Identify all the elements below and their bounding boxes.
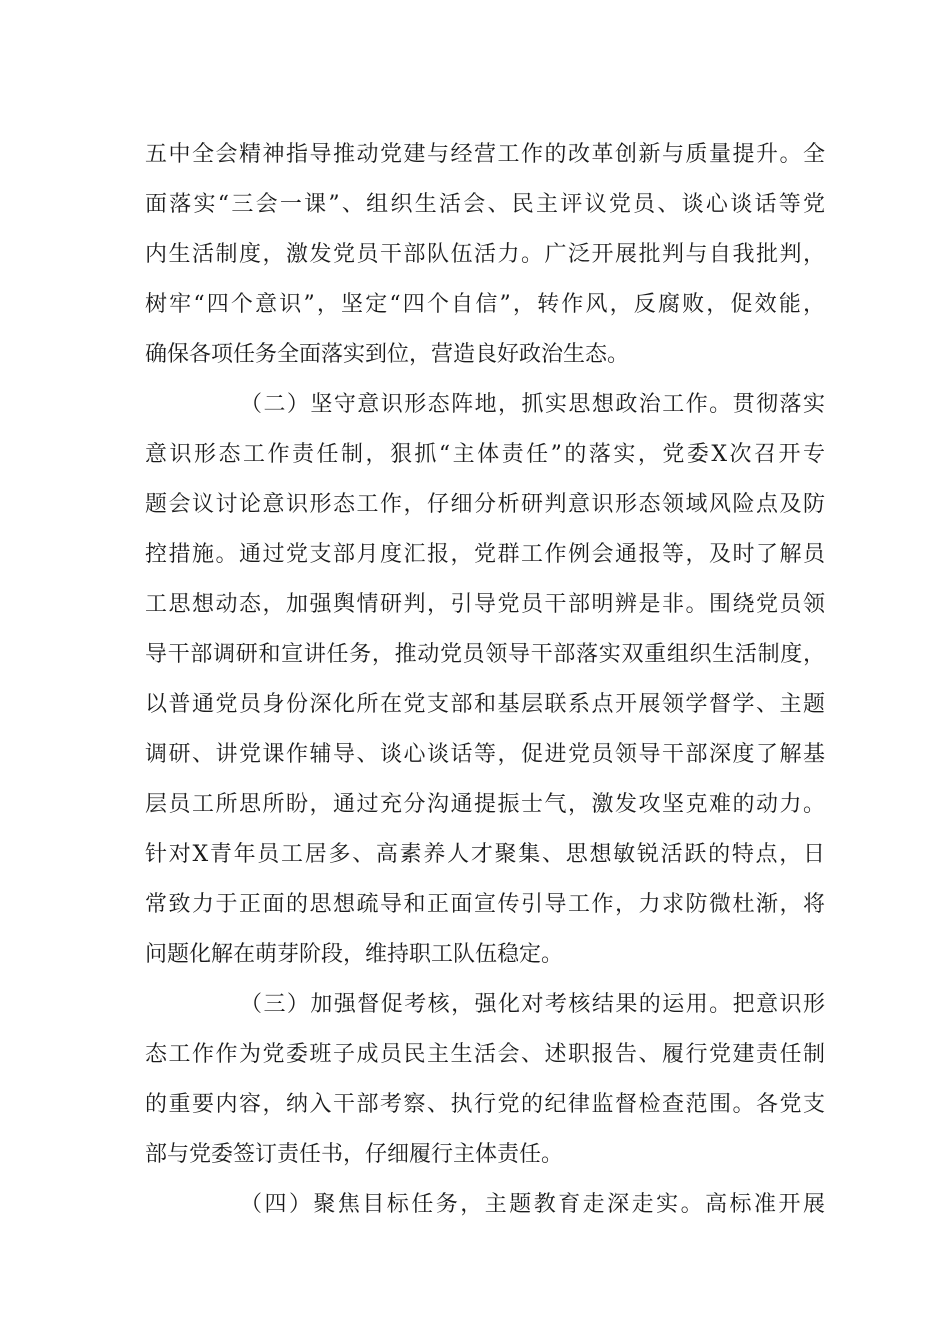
text-line: 问题化解在萌芽阶段，维持职工队伍稳定。 (145, 942, 564, 967)
text-line: 导干部调研和宣讲任务，推动党员领导干部落实双重组织生活制度， (145, 642, 825, 667)
text-line: 部与党委签订责任书，仔细履行主体责任。 (145, 1142, 564, 1167)
section-heading-line: （四）聚焦目标任务，主题教育走深走实。高标准开展 (240, 1192, 825, 1217)
text-line: 内生活制度，激发党员干部队伍活力。广泛开展批判与自我批判， (145, 242, 825, 267)
text-line: 面落实“三会一课”、组织生活会、民主评议党员、谈心谈话等党 (145, 192, 825, 217)
text-line: 控措施。通过党支部月度汇报，党群工作例会通报等，及时了解员 (145, 542, 825, 567)
text-line: 的重要内容，纳入干部考察、执行党的纪律监督检查范围。各党支 (145, 1092, 825, 1117)
text-line: 态工作作为党委班子成员民主生活会、述职报告、履行党建责任制 (145, 1042, 825, 1067)
text-line: 针对X青年员工居多、高素养人才聚集、思想敏锐活跃的特点，日 (145, 842, 825, 867)
text-line: 五中全会精神指导推动党建与经营工作的改革创新与质量提升。全 (145, 142, 825, 167)
text-line: 意识形态工作责任制，狠抓“主体责任”的落实，党委X次召开专 (145, 442, 825, 467)
text-line: 调研、讲党课作辅导、谈心谈话等，促进党员领导干部深度了解基 (145, 742, 825, 767)
text-line: 题会议讨论意识形态工作，仔细分析研判意识形态领域风险点及防 (145, 492, 825, 517)
document-body (145, 130, 825, 1230)
text-line: 层员工所思所盼，通过充分沟通提振士气，激发攻坚克难的动力。 (145, 792, 825, 817)
section-heading-line: （二）坚守意识形态阵地，抓实思想政治工作。贯彻落实 (240, 392, 825, 417)
text-line: 树牢“四个意识”，坚定“四个自信”，转作风，反腐败，促效能， (145, 292, 825, 317)
text-line: 以普通党员身份深化所在党支部和基层联系点开展领学督学、主题 (145, 692, 825, 717)
text-line: 常致力于正面的思想疏导和正面宣传引导工作，力求防微杜渐，将 (145, 892, 825, 917)
text-line: 确保各项任务全面落实到位，营造良好政治生态。 (145, 342, 630, 367)
text-line: 工思想动态，加强舆情研判，引导党员干部明辨是非。围绕党员领 (145, 592, 825, 617)
section-heading-line: （三）加强督促考核，强化对考核结果的运用。把意识形 (240, 992, 825, 1017)
